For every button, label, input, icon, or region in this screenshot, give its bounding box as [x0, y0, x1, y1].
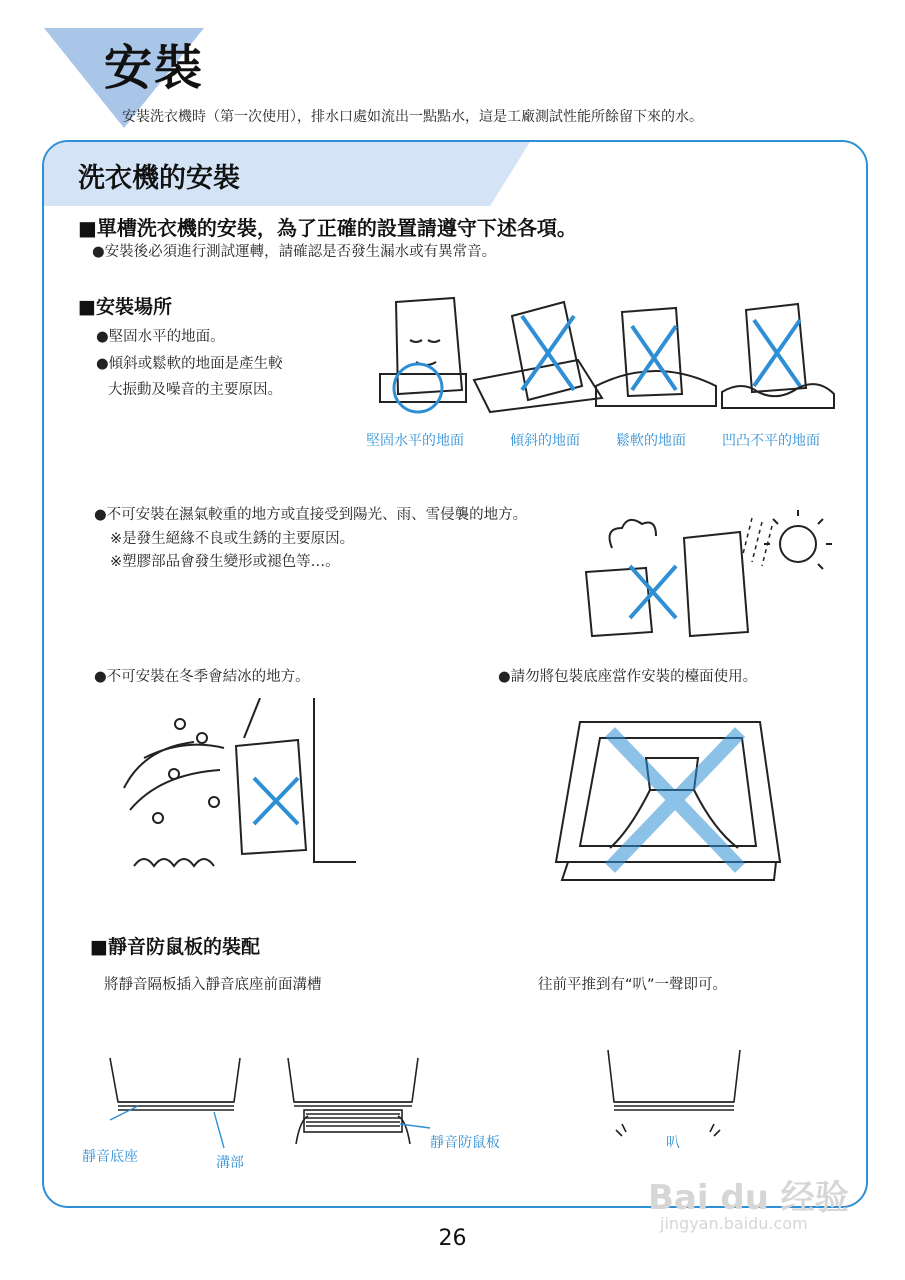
label-mouse-plate: 靜音防鼠板	[430, 1135, 500, 1151]
freezing-note: ●不可安裝在冬季會結冰的地方。	[94, 669, 310, 685]
ground-illustrations	[370, 290, 840, 420]
packaging-base-illustration	[550, 712, 790, 892]
page-number: 26	[438, 1226, 467, 1251]
humidity-line-2: ※是發生絕緣不良或生銹的主要原因。	[110, 531, 355, 547]
location-line-3: 大振動及噪音的主要原因。	[108, 382, 282, 398]
location-line-1: ●堅固水平的地面。	[96, 329, 225, 345]
label-mouse-base: 靜音底座	[82, 1149, 138, 1165]
caption-uneven-ground: 凹凸不平的地面	[722, 433, 820, 449]
label-groove: 溝部	[216, 1155, 244, 1171]
section-main-note: ●安裝後必須進行測試運轉，請確認是否發生漏水或有異常音。	[92, 244, 497, 260]
freezing-illustration	[114, 698, 364, 878]
mouse-plate-heading: ■靜音防鼠板的裝配	[90, 936, 260, 958]
mouse-plate-step-1: 將靜音隔板插入靜音底座前面溝槽	[104, 977, 322, 993]
label-click-sound: 叭	[666, 1135, 680, 1151]
page-title: 安裝	[104, 40, 205, 96]
base-note: ●請勿將包裝底座當作安裝的檯面使用。	[498, 669, 758, 685]
watermark-brand: Bai du 经验	[648, 1178, 849, 1218]
installation-panel	[42, 140, 868, 1208]
humidity-line-1: ●不可安裝在濕氣較重的地方或直接受到陽光、雨、雪侵襲的地方。	[94, 507, 528, 523]
panel-title: 洗衣機的安裝	[78, 163, 240, 194]
weather-illustration	[572, 508, 842, 648]
mouse-plate-step-2: 往前平推到有“叭”一聲即可。	[538, 977, 728, 993]
watermark-url: jingyan.baidu.com	[660, 1214, 808, 1233]
caption-tilted-ground: 傾斜的地面	[510, 433, 580, 449]
intro-text: 安裝洗衣機時（第一次使用），排水口處如流出一點點水，這是工廠測試性能所餘留下來的水。	[122, 109, 703, 125]
caption-soft-ground: 鬆軟的地面	[616, 433, 686, 449]
location-line-2: ●傾斜或鬆軟的地面是產生較	[96, 356, 283, 372]
mouse-plate-illustration	[74, 1048, 834, 1178]
caption-solid-ground: 堅固水平的地面	[366, 433, 464, 449]
section-heading-main: ■單槽洗衣機的安裝，為了正確的設置請遵守下述各項。	[78, 216, 577, 240]
humidity-line-3: ※塑膠部品會發生變形或褪色等…。	[110, 554, 340, 570]
location-heading: ■安裝場所	[78, 296, 172, 318]
